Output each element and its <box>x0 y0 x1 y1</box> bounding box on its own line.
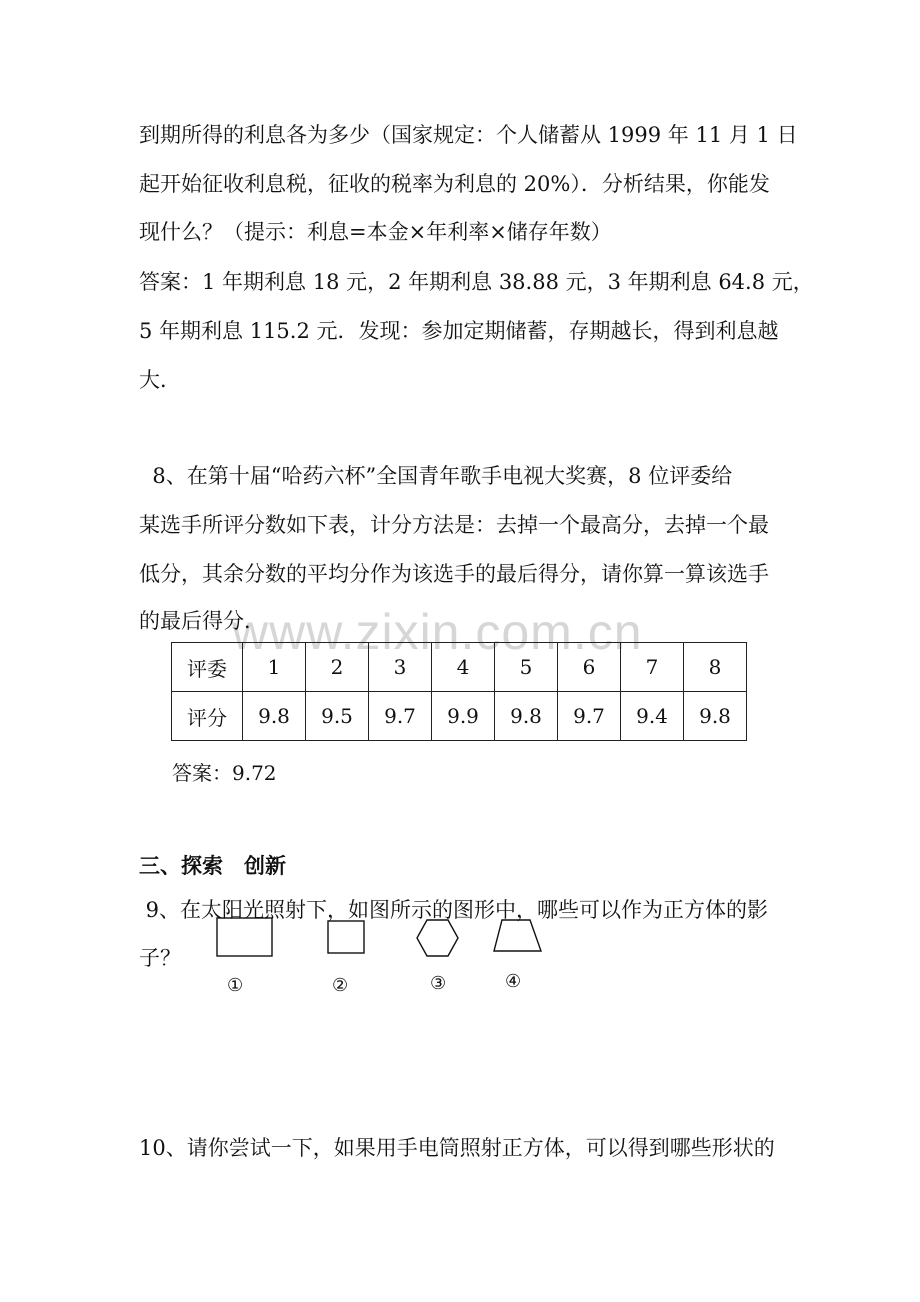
q7-answer-line-1: 答案：1 年期利息 18 元，2 年期利息 38.88 元，3 年期利息 64.8 元， <box>139 270 814 294</box>
q8-line-3: 低分，其余分数的平均分作为该选手的最后得分，请你算一算该选手 <box>139 562 769 586</box>
figure-label-4: ④ <box>505 971 522 992</box>
q7-answer-line-3: 大． <box>139 368 181 392</box>
table-cell: 9.8 <box>684 692 747 741</box>
q7-line-2: 起开始征收利息税，征收的税率为利息的 20%）．分析结果，你能发 <box>139 172 770 196</box>
q9-line-2: 子？ <box>139 946 181 970</box>
table-cell: 5 <box>495 643 558 692</box>
table-cell: 9.5 <box>306 692 369 741</box>
table-header-judge: 评委 <box>172 643 243 692</box>
figure-label-3: ③ <box>430 973 447 994</box>
table-header-score: 评分 <box>172 692 243 741</box>
table-cell: 2 <box>306 643 369 692</box>
table-cell: 3 <box>369 643 432 692</box>
q8-answer: 答案：9.72 <box>172 761 277 785</box>
table-cell: 9.4 <box>621 692 684 741</box>
section-heading: 三、探索 创新 <box>139 853 286 878</box>
figure-label-1: ① <box>227 975 244 996</box>
shape-hexagon <box>417 920 458 956</box>
table-cell: 6 <box>558 643 621 692</box>
shape-trapezoid <box>494 920 541 951</box>
table-cell: 9.8 <box>495 692 558 741</box>
table-cell: 1 <box>243 643 306 692</box>
q7-line-1: 到期所得的利息各为多少（国家规定：个人储蓄从 1999 年 11 月 1 日 <box>139 123 798 147</box>
q8-line-4: 的最后得分． <box>139 609 265 633</box>
table-cell: 9.8 <box>243 692 306 741</box>
q8-line-1: 8、在第十届“哈药六杯”全国青年歌手电视大奖赛，8 位评委给 <box>139 464 733 488</box>
table-cell: 7 <box>621 643 684 692</box>
table-cell: 8 <box>684 643 747 692</box>
q10-line-1: 10、请你尝试一下，如果用手电筒照射正方体，可以得到哪些形状的 <box>139 1136 775 1160</box>
q8-line-2: 某选手所评分数如下表，计分方法是：去掉一个最高分，去掉一个最 <box>139 513 769 537</box>
shape-square <box>328 921 364 953</box>
shape-rectangle <box>217 918 272 956</box>
q7-line-3: 现什么？（提示：利息=本金×年利率×储存年数） <box>139 220 612 244</box>
table-cell: 9.7 <box>558 692 621 741</box>
q7-answer-line-2: 5 年期利息 115.2 元．发现：参加定期储蓄，存期越长，得到利息越 <box>139 319 779 343</box>
table-cell: 9.7 <box>369 692 432 741</box>
table-cell: 4 <box>432 643 495 692</box>
q9-line-1: 9、在太阳光照射下，如图所示的图形中，哪些可以作为正方体的影 <box>139 898 769 922</box>
table-cell: 9.9 <box>432 692 495 741</box>
watermark: www.zixin.com.cn <box>232 604 643 660</box>
figure-label-2: ② <box>332 975 349 996</box>
